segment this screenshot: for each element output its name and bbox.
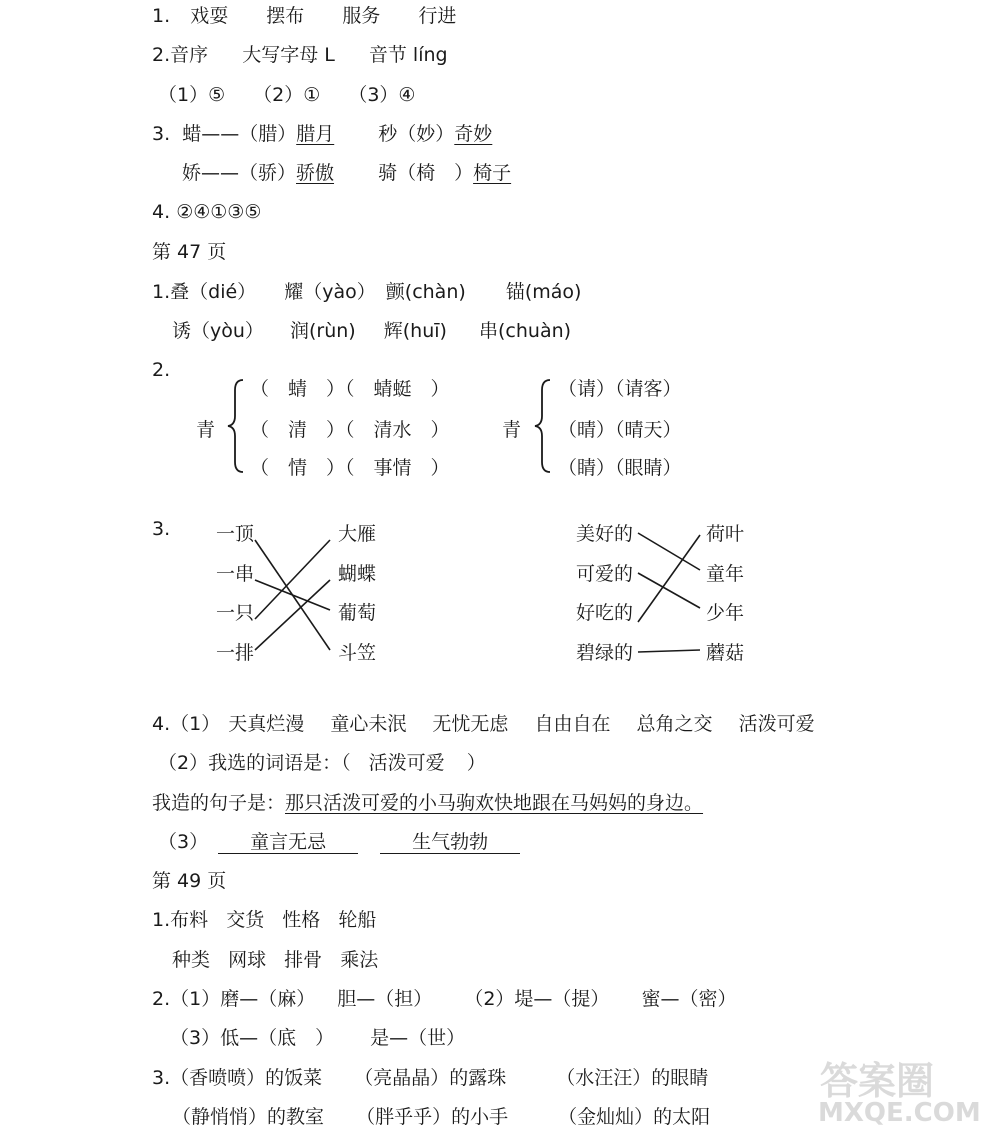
q1-num: 1.: [152, 5, 171, 27]
idiom: 无忧无虑: [432, 713, 509, 735]
pinyin-item: 锚(máo): [505, 281, 582, 303]
q4-num: 4.（1）: [152, 713, 221, 735]
phrase: 3.（香喷喷）的饭菜: [152, 1067, 323, 1089]
word: 行进: [418, 5, 457, 27]
idiom: 天真烂漫: [228, 713, 305, 735]
p47-q3-num: 3.: [152, 518, 171, 540]
p49-q1-row2: [172, 948, 378, 972]
phrase: （静悄悄）的教室: [172, 1106, 325, 1128]
word: 1.布料: [152, 909, 209, 931]
q4-num: 4.: [152, 201, 171, 223]
p49-q2-row1: [152, 987, 736, 1011]
pinyin-item: 诱（yòu）: [172, 320, 264, 342]
match-line: [255, 580, 330, 650]
pinyin-item: 耀（yào）: [284, 281, 376, 303]
root-char: 青: [196, 419, 216, 441]
word: 交货: [226, 909, 265, 931]
match-left: 可爱的: [576, 563, 634, 585]
word: 戏耍: [190, 5, 229, 27]
word: 音节 líng: [368, 44, 448, 66]
p47-q2-num: 2.: [152, 359, 171, 381]
chosen-word: 活泼可爱: [368, 752, 445, 774]
idiom: 总角之交: [636, 713, 713, 735]
match-left: 碧绿的: [576, 642, 634, 664]
p47-q4-line2: [158, 751, 486, 775]
match-line: [638, 650, 700, 652]
q3-answer: 腊月: [296, 123, 335, 145]
match-left: 一顶: [216, 523, 255, 545]
match-line: [638, 533, 700, 570]
word-row: （ 清 ）（ 清水 ）: [250, 419, 450, 441]
phrase: （亮晶晶）的露珠: [354, 1067, 507, 1089]
match-left: 好吃的: [576, 602, 634, 624]
p49-q2-row2: [170, 1026, 465, 1050]
page-49-heading: 第 49 页: [152, 870, 227, 892]
word: 网球: [228, 949, 267, 971]
answer: （3）④: [348, 84, 416, 106]
pair: 胆—（担）: [337, 988, 433, 1010]
answer: （1）⑤: [158, 84, 226, 106]
label: （2）我选的词语是：（: [158, 752, 351, 774]
match-right: 荷叶: [706, 523, 745, 545]
word-row: （晴）（晴天）: [558, 419, 682, 441]
p47-q4-line4: [158, 830, 520, 854]
word-row: （请）（请客）: [558, 378, 682, 400]
answer: （2）①: [253, 84, 321, 106]
root-char: 青: [502, 419, 522, 441]
pair: 2.（1）磨—（麻）: [152, 988, 316, 1010]
pinyin-item: 辉(huī): [383, 320, 447, 342]
q3-pair: 秒（妙）: [378, 123, 455, 145]
match-right: 少年: [706, 602, 745, 624]
label: ）: [466, 752, 486, 774]
watermark-logo: 答案圈: [820, 1059, 935, 1103]
word-row: （ 情 ）（ 事情 ）: [250, 457, 450, 479]
phrase: （水汪汪）的眼睛: [556, 1067, 709, 1089]
pair: 是—（世）: [370, 1027, 466, 1049]
q3-answer: 骄傲: [296, 162, 335, 184]
match-right: 蝴蝶: [338, 563, 377, 585]
word-row: （ 蜻 ）（ 蜻蜓 ）: [250, 378, 450, 400]
p49-q3-row1: [152, 1066, 708, 1090]
idiom: 自由自在: [534, 713, 611, 735]
q3-pair: 蜡——（腊）: [182, 123, 297, 145]
q3-pair: 骑（椅 ）: [378, 162, 474, 184]
match-right: 斗笠: [338, 642, 377, 664]
match-left: 一排: [216, 642, 255, 664]
watermark-url: MXQE.COM: [818, 1098, 981, 1128]
word: 种类: [172, 949, 211, 971]
q3-pair: 娇——（骄）: [182, 162, 297, 184]
match-left: 一只: [216, 602, 255, 624]
q4-answer: ②④①③⑤: [176, 201, 262, 223]
blank-answer: 童言无忌: [218, 831, 358, 854]
word: 音序: [170, 44, 209, 66]
phrase: （胖乎乎）的小手: [356, 1106, 509, 1128]
p49-q1-row1: [152, 908, 376, 932]
word: 排骨: [284, 949, 323, 971]
match-left: 一串: [216, 563, 255, 585]
word: 性格: [282, 909, 321, 931]
phrase: （金灿灿）的太阳: [558, 1106, 711, 1128]
idiom: 童心未泯: [330, 713, 407, 735]
word: 服务: [342, 5, 381, 27]
match-right: 蘑菇: [706, 642, 745, 664]
word-row: （睛）（眼睛）: [558, 457, 682, 479]
p49-q3-row2: [172, 1105, 710, 1129]
sentence: 那只活泼可爱的小马驹欢快地跟在马妈妈的身边。: [285, 792, 704, 814]
match-line: [255, 540, 330, 619]
match-left: 美好的: [576, 523, 634, 545]
idiom: 活泼可爱: [738, 713, 815, 735]
page-47-heading: 第 47 页: [152, 241, 227, 263]
match-line: [255, 580, 330, 610]
pinyin-item: 颤(chàn): [385, 281, 466, 303]
pair: 蜜—（密）: [641, 988, 737, 1010]
p47-q4-line3: [152, 791, 703, 815]
q2-num: 2.: [152, 44, 171, 66]
match-right: 葡萄: [338, 602, 377, 624]
word: 摆布: [266, 5, 305, 27]
blank-answer: 生气勃勃: [380, 831, 520, 854]
label: 我造的句子是：: [152, 792, 286, 814]
q3-num: 3.: [152, 123, 171, 145]
word: 轮船: [338, 909, 377, 931]
pinyin-item: 1.叠（dié）: [152, 281, 257, 303]
pair: （3）低—（底 ）: [170, 1027, 335, 1049]
match-right: 童年: [706, 563, 745, 585]
word: 大写字母 L: [242, 44, 335, 66]
pinyin-item: 润(rùn): [289, 320, 356, 342]
q3-answer: 奇妙: [454, 123, 493, 145]
pair: （2）堤—（提）: [464, 988, 610, 1010]
match-right: 大雁: [338, 523, 377, 545]
q3-answer: 椅子: [473, 162, 512, 184]
p47-q4-line1: [152, 712, 815, 736]
word: 乘法: [340, 949, 379, 971]
label: （3）: [158, 831, 209, 853]
pinyin-item: 串(chuàn): [479, 320, 572, 342]
